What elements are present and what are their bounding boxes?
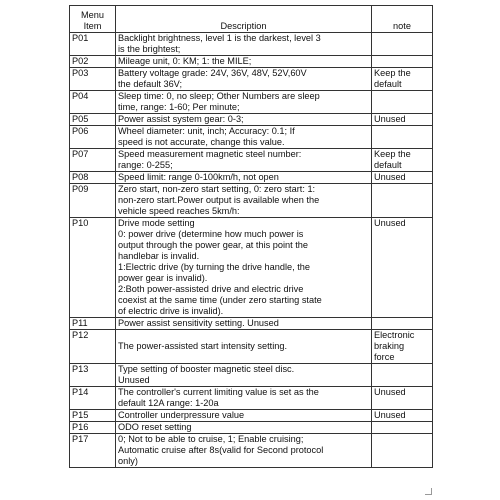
table-row [70, 410, 433, 422]
description-line: The controller's current limiting value is set as the [118, 387, 319, 397]
table-body [70, 33, 433, 468]
description-cell [116, 364, 372, 387]
description-cell [116, 387, 372, 410]
description-line: output through the power gear, at this point the [118, 240, 309, 250]
note-cell [372, 172, 433, 184]
table-row [70, 387, 433, 410]
note-line: Unused [374, 387, 406, 397]
header-item-label: Item [83, 21, 102, 31]
description-line: Wheel diameter: unit, inch; Accuracy: 0.1; If [118, 126, 295, 136]
note-cell [372, 114, 433, 126]
description-line: Speed limit: range 0-100km/h, not open [118, 172, 279, 182]
description-line: vehicle speed reaches 5km/h: [118, 206, 240, 216]
menu-item-cell: P13 [70, 364, 116, 387]
note-line: default [374, 79, 402, 89]
description-cell [116, 184, 372, 218]
description-line: coexist at the same time (under zero starting state [118, 295, 322, 305]
note-cell [372, 364, 433, 387]
description-cell [116, 126, 372, 149]
description-line: is the brightest; [118, 44, 181, 54]
description-cell [116, 56, 372, 68]
description-line: power gear is invalid). [118, 273, 208, 283]
note-cell [372, 126, 433, 149]
note-line: Unused [374, 172, 406, 182]
description-cell [116, 114, 372, 126]
description-line: Power assist system gear: 0-3; [118, 114, 244, 124]
table-row [70, 422, 433, 434]
table-row [70, 91, 433, 114]
description-line: speed is not accurate, change this value. [118, 137, 285, 147]
note-line: braking [374, 341, 405, 351]
description-line: range: 0-255; [118, 160, 173, 170]
description-line: 0; Not to be able to cruise, 1; Enable cruising; [118, 434, 304, 444]
description-cell [116, 218, 372, 318]
description-line: Mileage unit, 0: KM; 1: the MILE; [118, 56, 252, 66]
table-row [70, 114, 433, 126]
table-row [70, 56, 433, 68]
menu-item-cell: P12 [70, 330, 116, 364]
corner-mark [425, 488, 432, 495]
note-cell [372, 410, 433, 422]
menu-item-cell: P02 [70, 56, 116, 68]
description-line: Automatic cruise after 8s(valid for Second protocol [118, 445, 324, 455]
note-line: Keep the [374, 149, 411, 159]
description-line: of electric drive is invalid). [118, 306, 224, 316]
description-line: the default 36V; [118, 79, 183, 89]
description-line: ODO reset setting [118, 422, 192, 432]
note-cell [372, 218, 433, 318]
header-note: note [372, 6, 433, 33]
parameter-table [69, 5, 433, 468]
table-row [70, 33, 433, 56]
description-line: Backlight brightness, level 1 is the darkest, level 3 [118, 33, 321, 43]
table-row [70, 434, 433, 468]
table-row [70, 318, 433, 330]
menu-item-cell: P16 [70, 422, 116, 434]
header-row [70, 6, 433, 33]
menu-item-cell: P08 [70, 172, 116, 184]
table-row [70, 184, 433, 218]
description-line: default 12A range: 1-20a [118, 398, 219, 408]
description-line: Drive mode setting [118, 218, 195, 228]
note-cell [372, 33, 433, 56]
table-row [70, 364, 433, 387]
table-row [70, 172, 433, 184]
note-cell [372, 149, 433, 172]
menu-item-cell: P03 [70, 68, 116, 91]
table-row [70, 68, 433, 91]
description-line: 0: power drive (determine how much power is [118, 229, 304, 239]
note-cell [372, 330, 433, 364]
description-cell [116, 434, 372, 468]
header-menu-label: Menu [81, 10, 104, 20]
description-cell [116, 68, 372, 91]
description-line: Speed measurement magnetic steel number: [118, 149, 302, 159]
description-line: Power assist sensitivity setting. Unused [118, 318, 279, 328]
table-row [70, 149, 433, 172]
description-line [118, 352, 369, 363]
description-cell [116, 410, 372, 422]
note-cell [372, 422, 433, 434]
description-line: Sleep time: 0, no sleep; Other Numbers are sleep [118, 91, 320, 101]
description-line: Unused [118, 375, 150, 385]
menu-item-cell: P14 [70, 387, 116, 410]
description-line: The power-assisted start intensity setting. [118, 341, 288, 351]
description-line: 2:Both power-assisted drive and electric drive [118, 284, 304, 294]
description-line: Zero start, non-zero start setting, 0: zero start: 1: [118, 184, 316, 194]
note-cell [372, 91, 433, 114]
note-line: default [374, 160, 402, 170]
description-line: Controller underpressure value [118, 410, 245, 420]
note-cell [372, 68, 433, 91]
description-cell [116, 91, 372, 114]
description-line: 1:Electric drive (by turning the drive handle, the [118, 262, 311, 272]
description-cell [116, 33, 372, 56]
note-line: Keep the [374, 68, 411, 78]
table-row [70, 218, 433, 318]
menu-item-cell: P11 [70, 318, 116, 330]
note-line: force [374, 352, 395, 362]
note-cell [372, 434, 433, 468]
description-line: time, range: 1-60; Per minute; [118, 102, 240, 112]
note-line: Unused [374, 218, 406, 228]
menu-item-cell: P01 [70, 33, 116, 56]
note-line: Electronic [374, 330, 415, 340]
description-line: handlebar is invalid. [118, 251, 200, 261]
description-line: Type setting of booster magnetic steel disc. [118, 364, 295, 374]
note-line: Unused [374, 410, 406, 420]
table-row [70, 330, 433, 364]
description-cell [116, 149, 372, 172]
menu-item-cell: P09 [70, 184, 116, 218]
description-cell [116, 330, 372, 364]
description-line: non-zero start.Power output is available when the [118, 195, 320, 205]
header-description: Description [116, 6, 372, 33]
menu-item-cell: P06 [70, 126, 116, 149]
menu-item-cell: P05 [70, 114, 116, 126]
header-menu-item [70, 6, 116, 33]
note-cell [372, 318, 433, 330]
description-cell [116, 318, 372, 330]
table-row [70, 126, 433, 149]
description-line: Battery voltage grade: 24V, 36V, 48V, 52V,60V [118, 68, 307, 78]
description-cell [116, 172, 372, 184]
menu-item-cell: P04 [70, 91, 116, 114]
note-cell [372, 56, 433, 68]
note-cell [372, 184, 433, 218]
menu-item-cell: P10 [70, 218, 116, 318]
menu-item-cell: P15 [70, 410, 116, 422]
menu-item-cell: P17 [70, 434, 116, 468]
menu-item-cell: P07 [70, 149, 116, 172]
description-line: only) [118, 456, 138, 466]
note-cell [372, 387, 433, 410]
description-cell [116, 422, 372, 434]
description-line [118, 330, 369, 341]
note-line: Unused [374, 114, 406, 124]
